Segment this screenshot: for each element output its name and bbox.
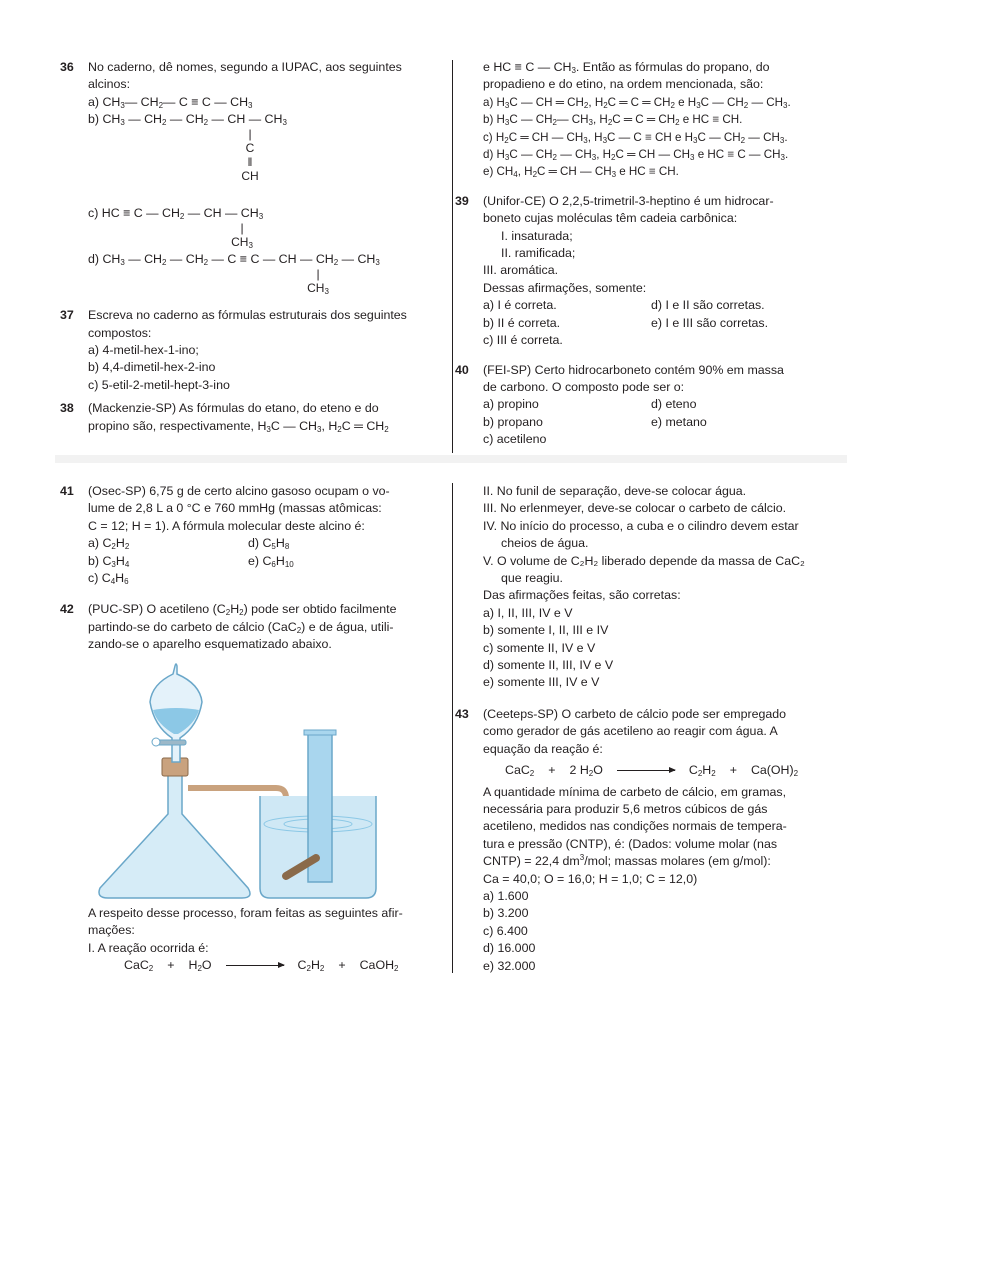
option-b: b) 3.200	[483, 906, 529, 921]
question-stem: lume de 2,8 L a 0 °C e 760 mmHg (massas atômicas:	[88, 501, 382, 516]
option-e: e) I e III são corretas.	[651, 315, 769, 330]
option-e: e) $C_6H_{10}$	[248, 553, 294, 569]
option-a: a) I, II, III, IV e V	[483, 605, 573, 620]
question-prompt: Das afirmações feitas, são corretas:	[483, 588, 681, 603]
options-row	[483, 396, 843, 413]
column-divider-top	[452, 60, 453, 453]
question-42	[60, 601, 443, 653]
question-text: mações:	[88, 923, 135, 938]
question-stem: (Unifor-CE) O 2,2,5-trimetril-3-heptino é um hidrocar-	[483, 193, 774, 208]
statement-v: que reagiu.	[501, 571, 564, 586]
question-number: 36	[60, 60, 74, 74]
question-text: A respeito desse processo, foram feitas as seguintes afir-	[88, 906, 403, 920]
option-a: a) $CH_3—$ $CH_2—$ C ≡ C — $CH_3$	[88, 94, 253, 110]
branch-structure: | C ‖ CH	[241, 127, 259, 184]
question-prompt: Dessas afirmações, somente:	[483, 280, 647, 295]
question-43	[455, 706, 843, 975]
options-row	[88, 553, 443, 570]
statement-i: I. A reação ocorrida é:	[88, 940, 209, 955]
funnel-stopcock	[156, 740, 186, 745]
option-d: d) somente II, III, IV e V	[483, 658, 614, 673]
options-row	[88, 535, 443, 552]
question-number: 40	[455, 362, 469, 377]
option-a: a) $H_3C$ — CH ═ $CH_2$, $H_2C$ ═ C ═ $CH_2$ e $H_3C$ — $CH_2$ — $CH_3$.	[483, 95, 791, 110]
question-number: 37	[60, 308, 74, 323]
question-stem: (Osec-SP) 6,75 g de certo alcino gasoso ocupam o vo-	[88, 484, 390, 498]
question-42-continued	[88, 905, 443, 975]
option-e: e) $CH_4$, $H_2C$ ═ CH — $CH_3$ e HC ≡ CH.	[483, 165, 679, 180]
option-e: e) metano	[651, 414, 707, 429]
stopcock-handle	[152, 738, 160, 746]
question-stem: (Ceeteps-SP) O carbeto de cálcio pode ser empregado	[483, 706, 787, 721]
question-37	[60, 307, 443, 394]
question-text: tura e pressão (CNTP), é: (Dados: volume molar (nas	[483, 836, 778, 851]
question-stem: de carbono. O composto pode ser o:	[483, 379, 685, 394]
question-text: CNTP) = 22,4 $dm^3$/mol; massas molares (em g/mol):	[483, 853, 771, 869]
question-stem: Escreva no caderno as fórmulas estruturais dos seguintes	[88, 308, 407, 323]
statement-iii: III. aromática.	[483, 263, 559, 278]
question-stem: propino são, respectivamente, $H_3C$ — $CH_3$, $H_2C$ ═ $CH_2$	[88, 418, 389, 434]
gas-generator-apparatus-figure	[90, 662, 390, 902]
option-b: b) propano	[483, 414, 543, 429]
question-number: 41	[60, 484, 74, 498]
question-text: A quantidade mínima de carbeto de cálcio, em gramas,	[483, 784, 787, 799]
column-divider-bottom	[452, 483, 453, 973]
item-b: b) 4,4-dimetil-hex-2-ino	[88, 360, 216, 375]
question-text: acetileno, medidos nas condições normais de tempera-	[483, 819, 787, 834]
reaction-equation: CaC$_2$ + 2 $H_2O$ $C_2H_2$ + $Ca(OH)_2$	[505, 763, 799, 779]
option-d: d) eteno	[651, 397, 697, 412]
question-stem: C = 12; H = 1). A fórmula molecular deste alcino é:	[88, 518, 365, 533]
option-c: c) acetileno	[483, 432, 547, 447]
option-a: a) propino	[483, 397, 539, 412]
statement-v: V. O volume de C₂H₂ liberado depende da massa de CaC₂	[483, 553, 805, 568]
item-a: a) 4-metil-hex-1-ino;	[88, 343, 199, 358]
question-text: Ca = 40,0; O = 16,0; H = 1,0; C = 12,0)	[483, 871, 698, 886]
column-top-right	[455, 59, 843, 449]
branch-structure: | $CH_3$	[307, 267, 329, 297]
question-41	[60, 483, 443, 587]
option-e: e) somente III, IV e V	[483, 675, 600, 690]
question-38-continuation: propadieno e do etino, na ordem mencionada, são:	[483, 77, 764, 92]
question-38-continuation: e HC ≡ C — $CH_3$. Então as fórmulas do propano, do	[483, 60, 770, 75]
option-c: c) HC ≡ C — $CH_2$ — CH — $CH_3$ | $CH_3$	[88, 206, 264, 251]
question-40	[455, 362, 843, 449]
question-number: 38	[60, 401, 74, 416]
question-stem: (Mackenzie-SP) As fórmulas do etano, do eteno e do	[88, 401, 379, 416]
column-bottom-left	[60, 483, 443, 654]
question-stem: compostos:	[88, 325, 152, 340]
question-number: 43	[455, 706, 469, 721]
option-b: b) $C_3H_4$	[88, 553, 130, 569]
item-c: c) 5-etil-2-metil-hept-3-ino	[88, 377, 230, 392]
option-c: c) $H_2C$ ═ CH — $CH_3$, $H_3C$ — C ≡ CH e $H_3C$ — $CH_2$ — $CH_3$.	[483, 130, 788, 145]
options-row	[483, 297, 843, 314]
option-c: c) 6.400	[483, 923, 528, 938]
cylinder-rim	[304, 730, 336, 735]
options-row	[483, 414, 843, 431]
question-text: necessária para produzir 5,6 metros cúbicos de gás	[483, 801, 768, 816]
option-b: b) $H_3C$ — $CH_2—$ $CH_3$, $H_2C$ ═ C ═ $CH_2$ e HC ≡ CH.	[483, 113, 743, 128]
reaction-equation: CaC$_2$ + $H_2O$ $C_2H_2$ + CaOH$_2$	[124, 958, 399, 974]
option-c: c) III é correta.	[483, 333, 563, 348]
option-c: c) $C_4H_6$	[88, 571, 129, 587]
question-stem: zando-se o aparelho esquematizado abaixo.	[88, 637, 332, 652]
column-top-left	[60, 59, 443, 435]
question-stem: partindo-se do carbeto de cálcio (CaC$_2$) e de água, utili-	[88, 619, 394, 635]
question-36	[60, 59, 443, 303]
question-stem: (FEI-SP) Certo hidrocarboneto contém 90% em massa	[483, 362, 784, 377]
statement-i: I. insaturada;	[501, 228, 573, 243]
options-row	[483, 315, 843, 332]
statement-ii: II. No funil de separação, deve-se colocar água.	[483, 484, 747, 498]
option-c: c) somente II, IV e V	[483, 640, 596, 655]
question-stem: (PUC-SP) O acetileno $(C_2H_2)$ pode ser obtido facilmente	[88, 602, 397, 618]
funnel-liquid	[153, 708, 199, 734]
option-d: d) 16.000	[483, 941, 536, 956]
option-b: b) $CH_3$ — $CH_2$ — $CH_2$ — CH — $CH_3$ | C ‖ CH	[88, 112, 287, 184]
question-38	[60, 400, 443, 435]
statement-iii: III. No erlenmeyer, deve-se colocar o carbeto de cálcio.	[483, 501, 787, 516]
option-a: a) $C_2H_2$	[88, 536, 130, 552]
statement-ii: II. ramificada;	[501, 246, 576, 261]
option-d: d) $C_5H_8$	[248, 536, 290, 552]
question-stem: alcinos:	[88, 77, 131, 92]
option-d: d) $H_3C$ — $CH_2$ — $CH_3$, $H_2C$ ═ CH — $CH_3$ e HC ≡ C — $CH_3$.	[483, 148, 789, 163]
question-stem: boneto cujas moléculas têm cadeia carbônica:	[483, 211, 738, 226]
statement-iv: cheios de água.	[501, 536, 589, 551]
question-number: 42	[60, 602, 74, 617]
question-number: 39	[455, 193, 469, 208]
option-d: d) I e II são corretas.	[651, 298, 765, 313]
statement-iv: IV. No início do processo, a cuba e o cilindro devem estar	[483, 518, 799, 533]
option-a: a) I é correta.	[483, 298, 557, 313]
branch-structure: | $CH_3$	[231, 221, 253, 251]
question-stem: como gerador de gás acetileno ao reagir com água. A	[483, 724, 778, 739]
option-b: b) somente I, II, III e IV	[483, 623, 609, 638]
page-band-top	[55, 455, 847, 463]
option-b: b) II é correta.	[483, 315, 561, 330]
column-bottom-right	[455, 483, 843, 975]
erlenmeyer-flask	[99, 774, 250, 898]
option-e: e) 32.000	[483, 958, 536, 973]
question-stem: equação da reação é:	[483, 741, 603, 756]
option-a: a) 1.600	[483, 888, 529, 903]
option-d: d) $CH_3$ — $CH_2$ — $CH_2$ — C ≡ C — CH — $CH_2$ — $CH_3$ | $CH_3$	[88, 252, 380, 297]
question-stem: No caderno, dê nomes, segundo a IUPAC, aos seguintes	[88, 60, 402, 74]
question-39	[455, 193, 843, 350]
